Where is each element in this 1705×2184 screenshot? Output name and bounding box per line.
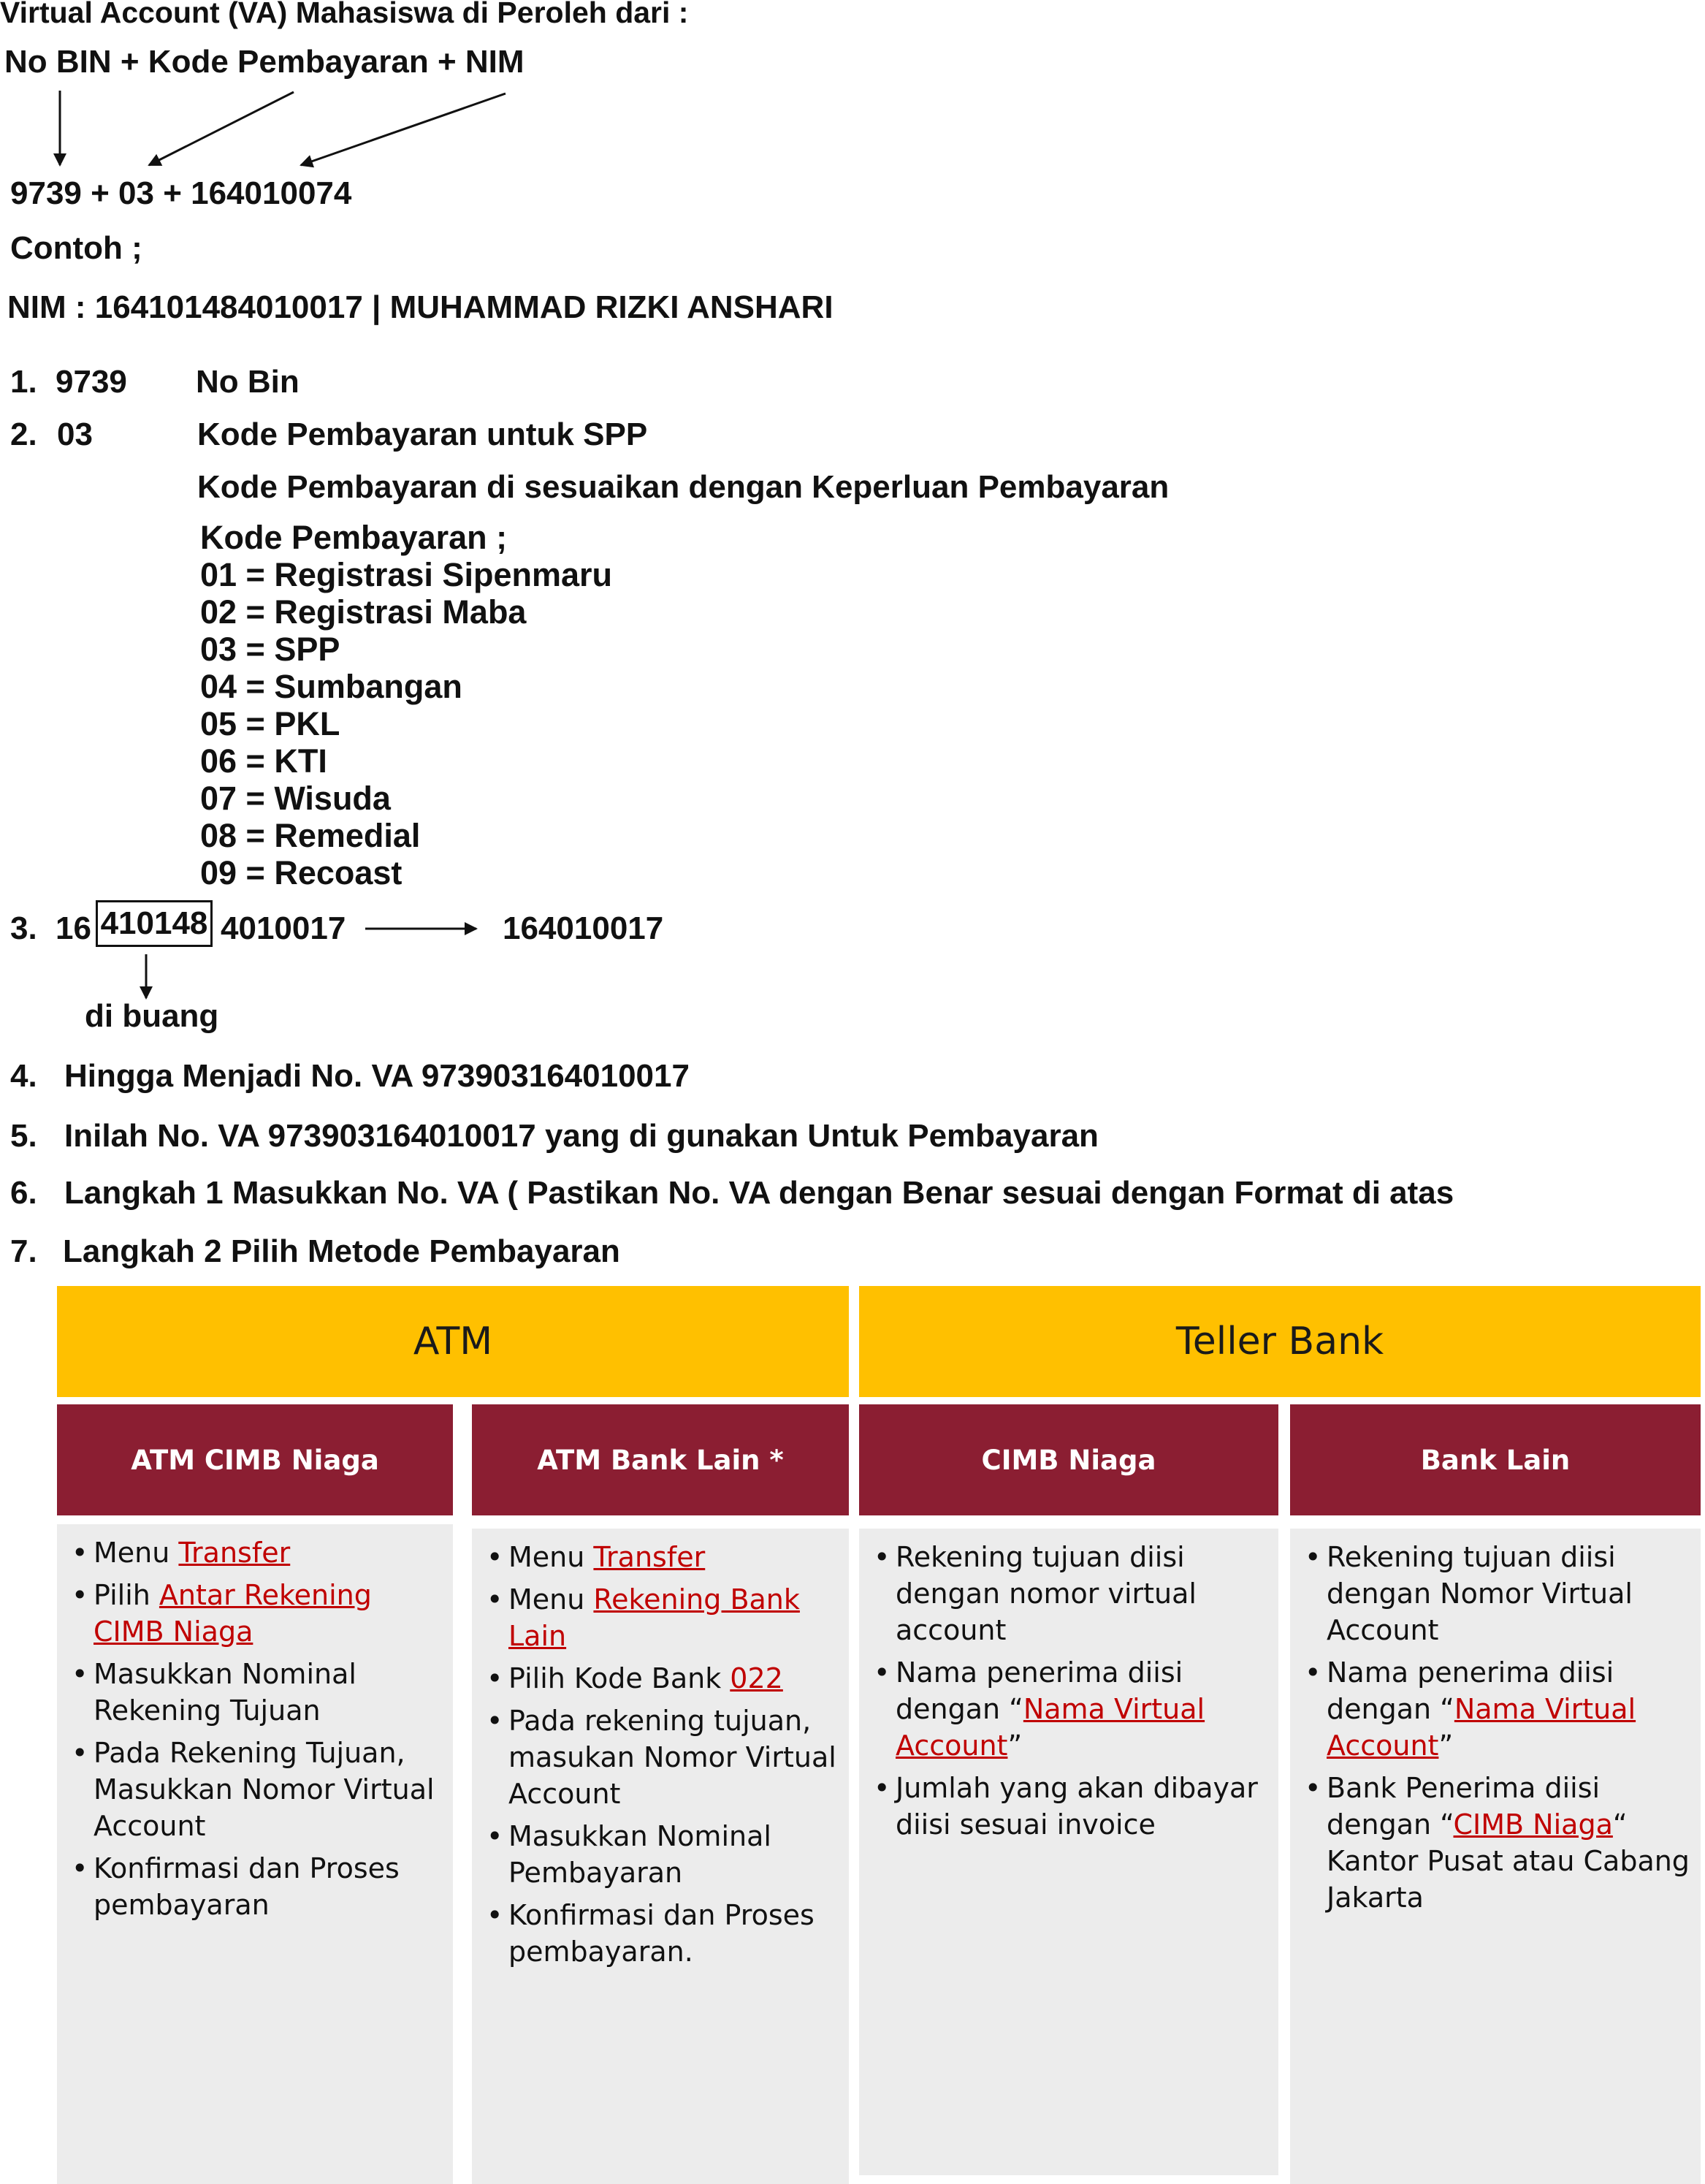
arrow-nim: [301, 94, 506, 165]
col-header-atm-bank-lain: [472, 1404, 849, 1515]
code-item: 04 = Sumbangan: [200, 668, 462, 705]
arrow-kode: [149, 92, 294, 165]
highlight-link[interactable]: Transfer: [178, 1537, 291, 1569]
va-composed: 9739 + 03 + 164010074: [10, 175, 352, 211]
atm-header: [57, 1286, 849, 1397]
code-item: 08 = Remedial: [200, 817, 421, 854]
instruction-text: Pilih Kode Bank: [508, 1662, 731, 1694]
instruction-text: Bank Penerima diisi dengan “: [1327, 1772, 1601, 1841]
instruction-text: Nama penerima diisi dengan “: [896, 1656, 1183, 1725]
highlight-link[interactable]: Nama Virtual Account: [1327, 1693, 1636, 1762]
instruction-text: “ Kantor Pusat atau Cabang Jakarta: [1327, 1808, 1690, 1914]
nim-line: NIM : 164101484010017 | MUHAMMAD RIZKI ANSHARI: [7, 289, 834, 325]
step-5-number: 5.: [10, 1118, 37, 1154]
instruction-text: Pada Rekening Tujuan, Masukkan Nomor Virtual Account: [94, 1737, 435, 1842]
col-header-teller-bank-lain-label: Bank Lain: [1420, 1444, 1571, 1476]
highlight-link[interactable]: Rekening Bank Lain: [508, 1583, 800, 1652]
code-item: 01 = Registrasi Sipenmaru: [200, 556, 612, 593]
instruction-text: Menu: [94, 1537, 179, 1569]
step-2-note: Kode Pembayaran di sesuaikan dengan Keperluan Pembayaran: [197, 469, 1170, 505]
highlight-link[interactable]: Transfer: [593, 1541, 706, 1573]
example-label: Contoh ;: [10, 230, 142, 266]
step-1-desc: No Bin: [196, 364, 300, 400]
instruction-item: [94, 1850, 444, 1923]
highlight-link[interactable]: Nama Virtual Account: [896, 1693, 1205, 1762]
codes-list: [200, 556, 612, 891]
step-2-number: 2.: [10, 416, 37, 452]
instruction-item: [94, 1534, 444, 1571]
col-header-teller-cimb-label: CIMB Niaga: [981, 1444, 1156, 1476]
instruction-text: Pada rekening tujuan, masukan Nomor Virtual Account: [508, 1705, 836, 1810]
instruction-text: Masukkan Nominal Pembayaran: [508, 1820, 771, 1889]
instruction-item: [508, 1818, 840, 1891]
col-header-atm-bank-lain-label: ATM Bank Lain *: [537, 1444, 784, 1476]
col-header-teller-cimb: [859, 1404, 1278, 1515]
step-3-suffix: 4010017: [221, 910, 346, 946]
instruction-text: Jumlah yang akan dibayar diisi sesuai invoice: [896, 1772, 1258, 1841]
col-atm-cimb: [57, 1524, 453, 2184]
instruction-item: [94, 1577, 444, 1650]
instruction-text: ”: [1438, 1730, 1454, 1762]
instruction-item: [94, 1656, 444, 1729]
code-item: 06 = KTI: [200, 742, 327, 780]
instruction-text: Pilih: [94, 1579, 159, 1611]
code-item: 09 = Recoast: [200, 854, 403, 891]
instruction-text: Masukkan Nominal Rekening Tujuan: [94, 1658, 356, 1727]
step-7-number: 7.: [10, 1233, 37, 1269]
col-atm-bank-lain: [472, 1529, 849, 2184]
instruction-item: [508, 1581, 840, 1654]
instruction-item: [508, 1660, 840, 1697]
va-formula: No BIN + Kode Pembayaran + NIM: [4, 44, 525, 80]
instruction-item: [896, 1539, 1270, 1648]
instruction-text: Nama penerima diisi dengan “: [1327, 1656, 1614, 1725]
step-3-result: 164010017: [503, 910, 664, 946]
instruction-text: Konfirmasi dan Proses pembayaran: [94, 1852, 400, 1921]
instruction-item: [508, 1897, 840, 1970]
step-1-value: 9739: [56, 364, 127, 400]
atm-header-label: ATM: [413, 1320, 493, 1363]
step-5-text: Inilah No. VA 973903164010017 yang di gunakan Untuk Pembayaran: [64, 1118, 1099, 1154]
step-3-removed-label: di buang: [85, 998, 219, 1034]
instruction-item: [94, 1735, 444, 1844]
col-teller-cimb: [859, 1529, 1278, 2175]
instruction-text: Menu: [508, 1541, 594, 1573]
step-2-desc: Kode Pembayaran untuk SPP: [197, 416, 648, 452]
step-6-text: Langkah 1 Masukkan No. VA ( Pastikan No. VA dengan Benar sesuai dengan Format di atas: [64, 1175, 1454, 1211]
instruction-text: Rekening tujuan diisi dengan Nomor Virtual Account: [1327, 1541, 1633, 1646]
highlight-link[interactable]: CIMB Niaga: [1453, 1808, 1613, 1841]
step-6-number: 6.: [10, 1175, 37, 1211]
step-2-value: 03: [57, 416, 93, 452]
instruction-item: [508, 1539, 840, 1575]
instruction-text: Konfirmasi dan Proses pembayaran.: [508, 1899, 815, 1968]
instruction-item: [1327, 1770, 1692, 1916]
codes-title: Kode Pembayaran ;: [200, 519, 508, 556]
step-7-text: Langkah 2 Pilih Metode Pembayaran: [63, 1233, 620, 1269]
step-1-number: 1.: [10, 364, 37, 400]
highlight-link[interactable]: 022: [730, 1662, 783, 1694]
instruction-text: Menu: [508, 1583, 594, 1616]
col-header-atm-cimb-label: ATM CIMB Niaga: [131, 1444, 379, 1476]
step-3-boxed: 410148: [96, 900, 213, 947]
page-title: Virtual Account (VA) Mahasiswa di Peroleh dari :: [0, 0, 689, 29]
instruction-item: [1327, 1539, 1692, 1648]
code-item: 05 = PKL: [200, 705, 340, 742]
step-3-prefix: 16: [56, 910, 91, 946]
highlight-link[interactable]: Antar Rekening CIMB Niaga: [94, 1579, 372, 1648]
instruction-item: [896, 1770, 1270, 1843]
col-teller-bank-lain: [1290, 1529, 1701, 2184]
col-header-teller-bank-lain: [1290, 1404, 1701, 1515]
instruction-text: Rekening tujuan diisi dengan nomor virtual account: [896, 1541, 1197, 1646]
instruction-item: [508, 1702, 840, 1812]
teller-header-label: Teller Bank: [1175, 1320, 1384, 1363]
code-item: 07 = Wisuda: [200, 780, 391, 817]
code-item: 02 = Registrasi Maba: [200, 593, 527, 631]
instruction-text: ”: [1007, 1730, 1023, 1762]
teller-header: [859, 1286, 1701, 1397]
instruction-item: [896, 1654, 1270, 1764]
code-item: 03 = SPP: [200, 631, 340, 668]
step-4-text: Hingga Menjadi No. VA 973903164010017: [64, 1058, 690, 1094]
step-4-number: 4.: [10, 1058, 37, 1094]
instruction-item: [1327, 1654, 1692, 1764]
col-header-atm-cimb: [57, 1404, 453, 1515]
step-3-number: 3.: [10, 910, 37, 946]
